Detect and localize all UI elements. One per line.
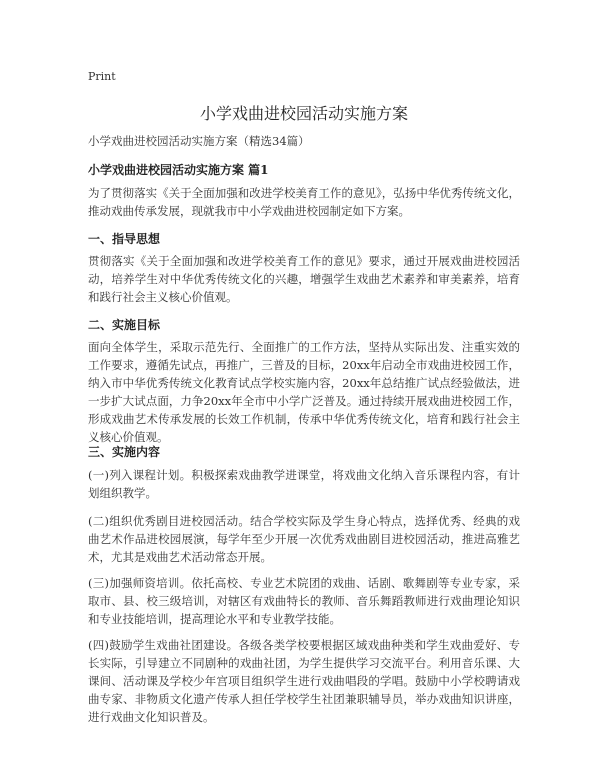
- document-subtitle: 小学戏曲进校园活动实施方案（精选34篇）: [88, 134, 310, 148]
- section-heading-goals: 二、实施目标: [88, 318, 161, 332]
- section-paragraph: 面向全体学生，采取示范先行、全面推广的工作方法，坚持从实际出发、注重实效的工作要求，遵循先试点，再推广，三普及的目标，20xx年启动全市戏曲进校园工作，纳入市中华优秀传统文化教育试点学校实施内容，20xx年总结推广试点经验做法，进一步扩大试点面，力争20xx年全市中小学广泛普及。通过持续开展戏曲进校园工作，形成戏曲艺术传承发展的长效工作机制，传承中华优秀传统文化，培育和践行社会主义核心价值观。: [88, 340, 520, 444]
- section-heading-content: 三、实施内容: [88, 445, 161, 459]
- print-label[interactable]: Print: [88, 70, 116, 83]
- document-title: 小学戏曲进校园活动实施方案: [199, 104, 408, 123]
- section-paragraph: (二)组织优秀剧目进校园活动。结合学校实际及学生身心特点，选择优秀、经典的戏曲艺术作品进校园展演，每学年至少开展一次优秀戏曲剧目进校园活动，推进高雅艺术，尤其是戏曲艺术活动常态开展。: [88, 514, 520, 564]
- article-heading: 小学戏曲进校园活动实施方案 篇1: [88, 163, 269, 177]
- section-paragraph: 贯彻落实《关于全面加强和改进学校美育工作的意见》要求，通过开展戏曲进校园活动，培养学生对中华优秀传统文化的兴趣，增强学生戏曲艺术素养和审美素养，培育和践行社会主义核心价值观。: [88, 254, 520, 304]
- section-paragraph: (一)列入课程计划。积极探索戏曲教学进课堂，将戏曲文化纳入音乐课程内容，有计划组织教学。: [88, 468, 520, 500]
- section-heading-guiding-ideology: 一、指导思想: [88, 232, 161, 246]
- section-paragraph: (三)加强师资培训。依托高校、专业艺术院团的戏曲、话剧、歌舞剧等专业专家，采取市、县、校三级培训，对辖区有戏曲特长的教师、音乐舞蹈教师进行戏曲理论知识和专业技能培训，提高理论水平和专业教学技能。: [88, 576, 520, 626]
- section-paragraph: (四)鼓励学生戏曲社团建设。各级各类学校要根据区域戏曲种类和学生戏曲爱好、专长实际，引导建立不同剧种的戏曲社团，为学生提供学习交流平台。利用音乐课、大课间、活动课及学校少年宫项目组织学生进行戏曲唱段的学唱。鼓励中小学校聘请戏曲专家、非物质文化遗产传承人担任学校学生社团兼职辅导员，举办戏曲知识讲座，进行戏曲文化知识普及。: [88, 638, 520, 724]
- intro-paragraph: 为了贯彻落实《关于全面加强和改进学校美育工作的意见》，弘扬中华优秀传统文化，推动戏曲传承发展，现就我市中小学戏曲进校园制定如下方案。: [88, 186, 520, 218]
